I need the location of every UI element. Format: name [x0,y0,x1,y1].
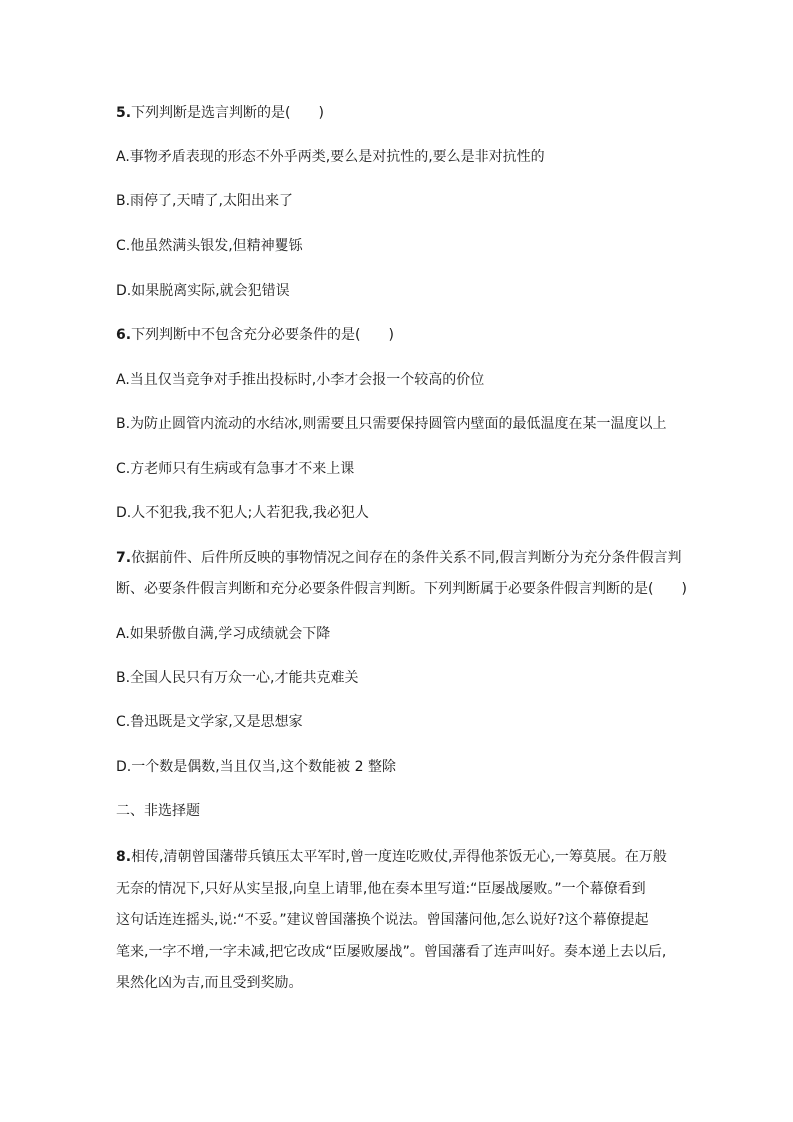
question-text: 下列判断中不包含充分必要条件的是( ) [131,327,394,343]
question-text: 相传,清朝曾国藩带兵镇压太平军时,曾一度连吃败仗,弄得他茶饭无心,一筹莫展。在万般 [131,849,667,865]
question-text: 下列判断是选言判断的是( ) [131,105,324,121]
question-number: 6. [116,327,132,343]
option-b: B.全国人民只有万众一心,才能共克难关 [116,670,359,686]
question-text: 依据前件、后件所反映的事物情况之间存在的条件关系不同,假言判断分为充分条件假言判 [131,550,682,566]
option-a: A.如果骄傲自满,学习成绩就会下降 [116,626,331,642]
option-c: C.鲁迅既是文学家,又是思想家 [116,714,303,730]
question-number: 7. [116,550,132,566]
option-a: A.当且仅当竞争对手推出投标时,小李才会报一个较高的价位 [116,372,485,388]
question-8-line-3: 这句话连连摇头,说:“不妥。”建议曾国藩换个说法。曾国藩问他,怎么说好?这个幕僚提起 [116,912,649,928]
question-7-stem-line-2: 断、必要条件假言判断和充分必要条件假言判断。下列判断属于必要条件假言判断的是( ) [116,581,687,597]
question-6-stem [116,326,394,344]
section-heading: 二、非选择题 [116,803,200,819]
option-c: C.方老师只有生病或有急事才不来上课 [116,461,355,477]
question-8-line-2: 无奈的情况下,只好从实呈报,向皇上请罪,他在奏本里写道:“臣屡战屡败。”一个幕僚看到 [116,881,646,897]
question-number: 5. [116,105,132,121]
question-number: 8. [116,849,132,865]
question-8-line-1 [116,848,667,866]
question-5-stem [116,104,324,122]
option-b: B.雨停了,天晴了,太阳出来了 [116,193,293,209]
option-d: D.如果脱离实际,就会犯错误 [116,283,290,299]
option-c: C.他虽然满头银发,但精神矍铄 [116,238,303,254]
option-d: D.一个数是偶数,当且仅当,这个数能被 2 整除 [116,759,396,775]
option-b: B.为防止圆管内流动的水结冰,则需要且只需要保持圆管内壁面的最低温度在某一温度以上 [116,416,667,432]
question-7-stem-line-1 [116,549,682,567]
option-d: D.人不犯我,我不犯人;人若犯我,我必犯人 [116,505,369,521]
option-a: A.事物矛盾表现的形态不外乎两类,要么是对抗性的,要么是非对抗性的 [116,149,545,165]
question-8-line-4: 笔来,一字不增,一字未减,把它改成“臣屡败屡战”。曾国藩看了连声叫好。奏本递上去以后, [116,944,667,960]
question-8-line-5: 果然化凶为吉,而且受到奖励。 [116,975,303,991]
